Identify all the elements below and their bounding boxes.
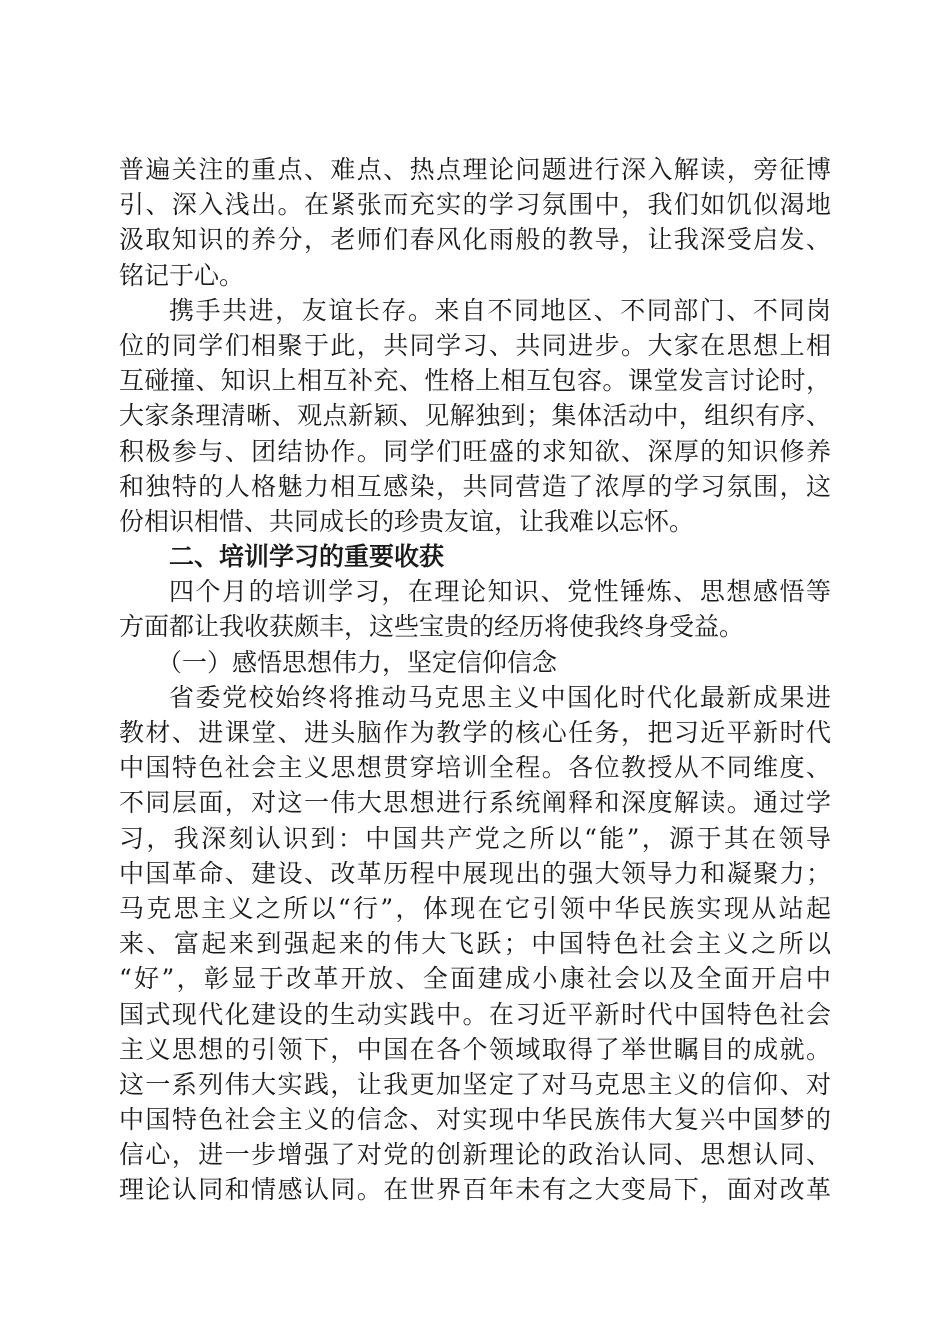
text-line: 方面都让我收获颇丰，这些宝贵的经历将使我终身受益。 xyxy=(119,612,745,642)
text-line: 铭记于心。 xyxy=(119,260,245,290)
text-line: 位的同学们相聚于此，共同学习、共同进步。大家在思想上相 xyxy=(119,330,831,360)
text-line: 主义思想的引领下，中国在各个领域取得了举世瞩目的成就。 xyxy=(119,1034,831,1064)
text-line: 中国革命、建设、改革历程中展现出的强大领导力和凝聚力； xyxy=(119,858,831,888)
text-line: 习，我深刻认识到：中国共产党之所以“能”，源于其在领导 xyxy=(119,823,831,853)
text-line: 马克思主义之所以“行”，体现在它引领中华民族实现从站起 xyxy=(119,893,831,923)
section-heading: 二、培训学习的重要收获 xyxy=(169,542,445,572)
text-line: 省委党校始终将推动马克思主义中国化时代化最新成果进 xyxy=(169,682,831,712)
text-line: 引、深入浅出。在紧张而充实的学习氛围中，我们如饥似渴地 xyxy=(119,190,831,220)
text-line: 这一系列伟大实践，让我更加坚定了对马克思主义的信仰、对 xyxy=(119,1069,831,1099)
text-line: 教材、进课堂、进头脑作为教学的核心任务，把习近平新时代 xyxy=(119,718,831,747)
text-line: 信心，进一步增强了对党的创新理论的政治认同、思想认同、 xyxy=(119,1140,831,1170)
text-line: 大家条理清晰、观点新颖、见解独到；集体活动中，组织有序、 xyxy=(119,401,831,431)
text-line: 积极参与、团结协作。同学们旺盛的求知欲、深厚的知识修养 xyxy=(119,436,831,466)
text-line: 中国特色社会主义思想贯穿培训全程。各位教授从不同维度、 xyxy=(119,753,831,783)
text-line: 国式现代化建设的生动实践中。在习近平新时代中国特色社会 xyxy=(119,999,831,1029)
text-line: 汲取知识的养分，老师们春风化雨般的教导，让我深受启发、 xyxy=(119,225,831,255)
text-line: 理论认同和情感认同。在世界百年未有之大变局下，面对改革 xyxy=(119,1175,831,1205)
text-line: 份相识相惜、共同成长的珍贵友谊，让我难以忘怀。 xyxy=(119,506,695,536)
text-line: 普遍关注的重点、难点、热点理论问题进行深入解读，旁征博 xyxy=(119,155,831,184)
document-body xyxy=(119,152,831,1208)
text-line: 和独特的人格魅力相互感染，共同营造了浓厚的学习氛围，这 xyxy=(119,471,831,501)
text-line: 携手共进，友谊长存。来自不同地区、不同部门、不同岗 xyxy=(169,295,831,325)
text-line: 来、富起来到强起来的伟大飞跃；中国特色社会主义之所以 xyxy=(119,929,831,959)
text-line: 互碰撞、知识上相互补充、性格上相互包容。课堂发言讨论时， xyxy=(119,366,831,396)
text-line: 中国特色社会主义的信念、对实现中华民族伟大复兴中国梦的 xyxy=(119,1105,831,1135)
subsection-heading: （一）感悟思想伟力，坚定信仰信念 xyxy=(157,647,558,677)
text-line: 不同层面，对这一伟大思想进行系统阐释和深度解读。通过学 xyxy=(119,788,831,818)
text-line: 四个月的培训学习，在理论知识、党性锤炼、思想感悟等 xyxy=(169,577,831,607)
text-line: “好”，彰显于改革开放、全面建成小康社会以及全面开启中 xyxy=(119,964,831,994)
